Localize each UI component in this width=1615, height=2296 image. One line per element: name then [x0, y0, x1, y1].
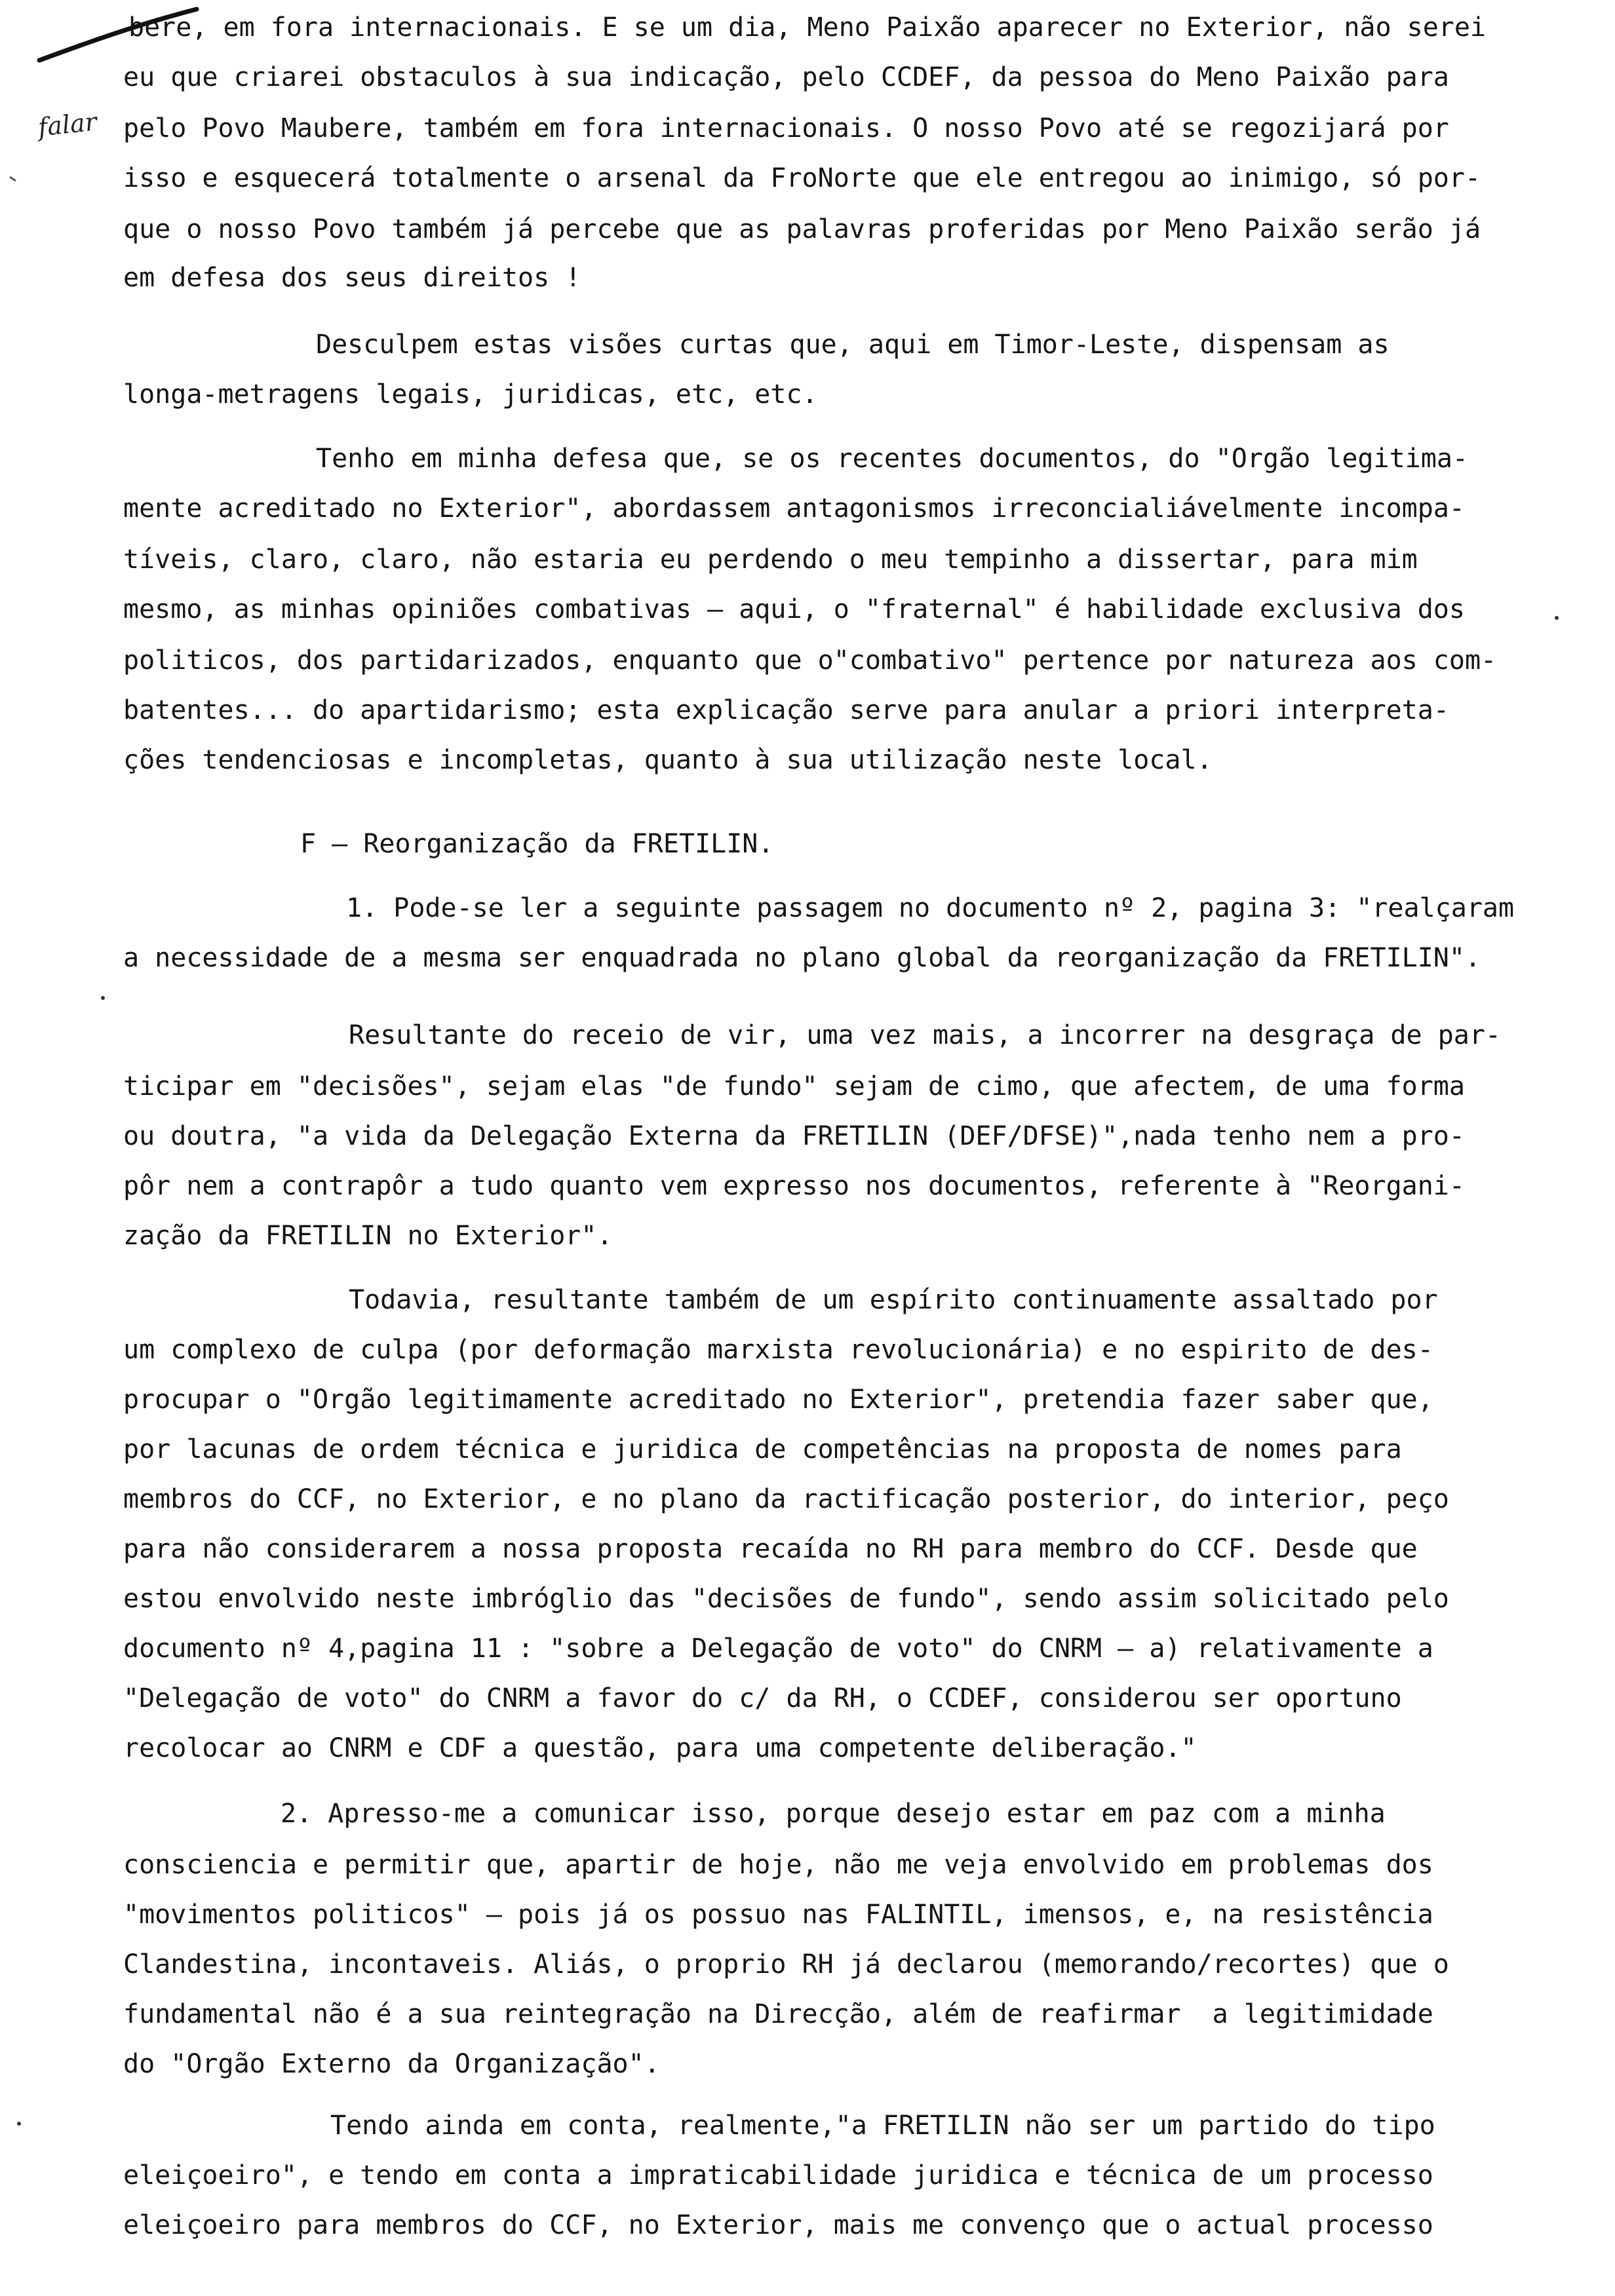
text-line: Tenho em minha defesa que, se os recentes documentos, do "Orgão legitima-	[316, 444, 1468, 474]
text-line: eleiçoeiro para membros do CCF, no Exterior, mais me convenço que o actual processo	[123, 2210, 1433, 2240]
text-line: 2. Apresso-me a comunicar isso, porque desejo estar em paz com a minha	[281, 1799, 1386, 1829]
text-line: politicos, dos partidarizados, enquanto que o"combativo" pertence por natureza aos com-	[123, 645, 1497, 676]
text-line: a necessidade de a mesma ser enquadrada no plano global da reorganização da FRETILIN".	[123, 943, 1481, 973]
text-line: bere, em fora internacionais. E se um dia, Meno Paixão aparecer no Exterior, não serei	[128, 12, 1487, 43]
text-line: Tendo ainda em conta, realmente,"a FRETILIN não ser um partido do tipo	[330, 2111, 1435, 2141]
text-line: ticipar em "decisões", sejam elas "de fundo" sejam de cimo, que afectem, de uma forma	[123, 1071, 1465, 1101]
text-line: eleiçoeiro", e tendo em conta a impraticabilidade juridica e técnica de um processo	[123, 2160, 1433, 2191]
text-line: Resultante do receio de vir, uma vez mais, a incorrer na desgraça de par-	[349, 1020, 1501, 1050]
text-line: fundamental não é a sua reintegração na Direcção, além de reafirmar a legitimidade	[123, 1999, 1433, 2029]
text-line: "movimentos politicos" — pois já os possuo nas FALINTIL, imensos, e, na resistência	[123, 1900, 1433, 1930]
text-line: um complexo de culpa (por deformação marxista revolucionária) e no espirito de des-	[123, 1335, 1433, 1365]
text-line: procupar o "Orgão legitimamente acreditado no Exterior", pretendia fazer saber que,	[123, 1385, 1433, 1415]
text-line: isso e esquecerá totalmente o arsenal da FroNorte que ele entregou ao inimigo, só por-	[123, 163, 1481, 193]
text-line: que o nosso Povo também já percebe que as palavras proferidas por Meno Paixão serão já	[123, 214, 1481, 244]
text-line: "Delegação de voto" do CNRM a favor do c/ da RH, o CCDEF, considerou ser oportuno	[123, 1683, 1402, 1713]
ink-speck	[1555, 616, 1559, 620]
text-line: em defesa dos seus direitos !	[123, 263, 581, 293]
text-line: 1. Pode-se ler a seguinte passagem no documento nº 2, pagina 3: "realçaram	[346, 893, 1515, 923]
text-line: ou doutra, "a vida da Delegação Externa da FRETILIN (DEF/DFSE)",nada tenho nem a pro-	[123, 1121, 1465, 1151]
text-line: por lacunas de ordem técnica e juridica de competências na proposta de nomes para	[123, 1434, 1402, 1464]
text-line: mente acreditado no Exterior", abordassem antagonismos irreconcialiávelmente incompa-	[123, 493, 1465, 524]
text-line: documento nº 4,pagina 11 : "sobre a Delegação de voto" do CNRM — a) relativamente a	[123, 1634, 1433, 1664]
text-line: batentes... do apartidarismo; esta explicação serve para anular a priori interpreta-	[123, 695, 1449, 725]
text-line: estou envolvido neste imbróglio das "decisões de fundo", sendo assim solicitado pelo	[123, 1584, 1449, 1614]
text-line: do "Orgão Externo da Organização".	[123, 2049, 660, 2079]
text-line: membros do CCF, no Exterior, e no plano da ractificação posterior, do interior, peço	[123, 1484, 1449, 1514]
text-line: longa-metragens legais, juridicas, etc, etc.	[123, 379, 818, 410]
handwritten-margin-note: falar	[36, 107, 98, 142]
text-line: pôr nem a contrapôr a tudo quanto vem expresso nos documentos, referente à "Reorgani-	[123, 1171, 1465, 1201]
ink-speck	[17, 2122, 21, 2126]
ink-speck	[101, 996, 105, 1000]
text-line: recolocar ao CNRM e CDF a questão, para uma competente deliberação."	[123, 1733, 1197, 1763]
text-line: mesmo, as minhas opiniões combativas — aqui, o "fraternal" é habilidade exclusiva dos	[123, 594, 1465, 624]
section-heading: F — Reorganização da FRETILIN.	[300, 829, 774, 859]
text-line: pelo Povo Maubere, também em fora internacionais. O nosso Povo até se regozijará por	[123, 113, 1449, 144]
text-line: Clandestina, incontaveis. Aliás, o proprio RH já declarou (memorando/recortes) que o	[123, 1949, 1449, 1980]
text-line: Todavia, resultante também de um espírito continuamente assaltado por	[349, 1285, 1438, 1315]
text-line: ções tendenciosas e incompletas, quanto à sua utilização neste local.	[123, 745, 1213, 775]
text-line: zação da FRETILIN no Exterior".	[123, 1221, 613, 1251]
text-line: eu que criarei obstaculos à sua indicação, pelo CCDEF, da pessoa do Meno Paixão para	[123, 62, 1449, 92]
text-line: tíveis, claro, claro, não estaria eu perdendo o meu tempinho a dissertar, para mim	[123, 545, 1418, 575]
text-line: para não considerarem a nossa proposta recaída no RH para membro do CCF. Desde que	[123, 1534, 1418, 1564]
text-line: consciencia e permitir que, apartir de hoje, não me veja envolvido em problemas dos	[123, 1850, 1433, 1880]
text-line: Desculpem estas visões curtas que, aqui em Timor-Leste, dispensam as	[316, 330, 1390, 360]
